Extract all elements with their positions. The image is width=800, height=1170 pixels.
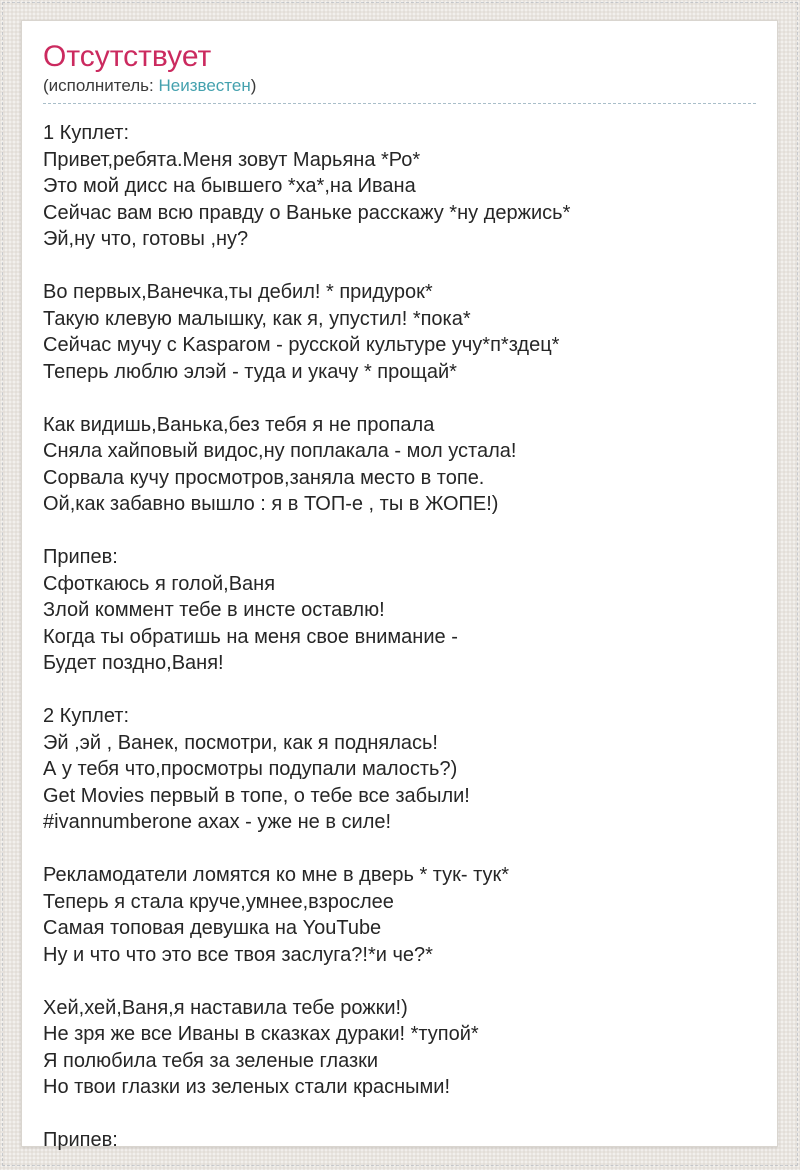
lyrics-line: 1 Куплет: [43,122,130,144]
lyrics-line: А у тебя что,просмотры подупали малость?) [43,758,458,780]
lyrics-blank-line [43,385,756,412]
lyrics-blank-line [43,253,756,280]
lyrics-card [21,20,778,1151]
lyrics-line: Get Movies первый в топе, о тебе все забыли! [43,784,470,807]
lyrics-line: Сейчас мучу с Kasparом - русской культуре учу*п*здец* [43,334,560,356]
lyrics-line: Припев: [43,546,118,568]
lyrics-blank-line [43,836,756,863]
artist-line [43,75,756,104]
lyrics-line: Сняла хайповый видос,ну поплакала - мол устала! [43,440,517,462]
lyrics-line: Но твои глазки из зеленых стали красными! [43,1076,451,1098]
song-title: Отсутствует [43,40,212,73]
lyrics-text [43,120,756,1154]
lyrics-line: Сорвала кучу просмотров,заняла место в топе. [43,466,485,489]
lyrics-line: Теперь люблю элэй - туда и укачу * прощай* [43,360,457,383]
lyrics-blank-line [43,1101,756,1128]
lyrics-line: Ну и что что это все твоя заслуга?!*и че?* [43,943,433,966]
lyrics-line: #ivannumberone ахах - уже не в силе! [43,811,392,833]
lyrics-line: Злой коммент тебе в инсте оставлю! [43,599,385,621]
lyrics-line: Теперь я стала круче,умнее,взрослее [43,890,394,913]
lyrics-line: Во первых,Ванечка,ты дебил! * придурок* [43,281,433,303]
lyrics-line: Эй ,эй , Ванек, посмотри, как я поднялась! [43,731,438,754]
lyrics-line: Ой,как забавно вышло : я в ТОП-е , ты в ЖОПЕ!) [43,493,499,515]
lyrics-line: Привет,ребята.Меня зовут Марьяна *Ро* [43,148,421,171]
lyrics-line: Такую клевую малышку, как я, упустил! *пока* [43,307,471,330]
lyrics-line: Будет поздно,Ваня! [43,652,224,674]
lyrics-line: Хей,хей,Ваня,я наставила тебе рожки!) [43,996,408,1019]
lyrics-line: Когда ты обратишь на меня свое внимание - [43,625,458,648]
lyrics-line: Самая топовая девушка на YouTube [43,917,382,939]
lyrics-line: Эй,ну что, готовы ,ну? [43,228,249,250]
lyrics-line: Припев: [43,1129,118,1151]
lyrics-line: Я полюбила тебя за зеленые глазки [43,1049,379,1072]
artist-line-suffix: ) [250,76,257,95]
lyrics-line: Сфоткаюсь я голой,Ваня [43,572,276,595]
lyrics-blank-line [43,518,756,545]
lyrics-blank-line [43,968,756,995]
artist-label: (исполнитель: [43,76,159,95]
lyrics-line: Сейчас вам всю правду о Ваньке расскажу *ну держись* [43,201,571,224]
artist-link[interactable]: Неизвестен [158,76,251,95]
lyrics-blank-line [43,677,756,704]
lyrics-line: Как видишь,Ванька,без тебя я не пропала [43,413,435,436]
lyrics-line: Рекламодатели ломятся ко мне в дверь * тук- тук* [43,864,510,886]
lyrics-line: Это мой дисс на бывшего *ха*,на Ивана [43,175,416,197]
lyrics-line: 2 Куплет: [43,705,130,727]
lyrics-line: Не зря же все Иваны в сказках дураки! *тупой* [43,1023,479,1045]
